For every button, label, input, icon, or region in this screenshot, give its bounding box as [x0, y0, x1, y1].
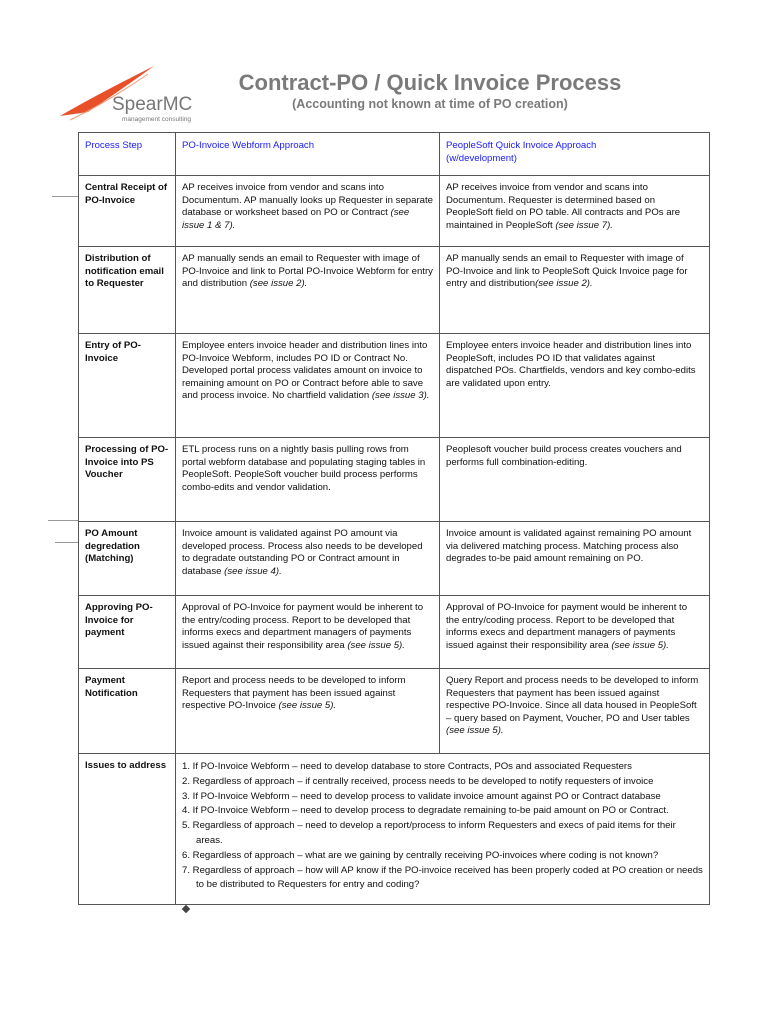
- cell-text: ETL process runs on a nightly basis pulling rows from portal webform database and populating staging tables in PeopleSoft. PeopleSoft voucher build process performs combo-edits and vendor validation.: [182, 444, 426, 493]
- process-step: Approving PO-Invoice for payment: [79, 596, 176, 669]
- column-header-peoplesoft: [440, 133, 710, 176]
- issue-item: 7. Regardless of approach – how will AP know if the PO-invoice received has been properly coded at PO creation or needs to be distributed to Requesters for entry and coding?: [182, 864, 703, 891]
- cell-text: AP manually sends an email to Requester with image of PO-Invoice and link to Portal PO-Invoice Webform for entry and distribution: [182, 253, 433, 289]
- peoplesoft-cell: [440, 522, 710, 596]
- webform-cell: [176, 438, 440, 522]
- peoplesoft-cell: [440, 334, 710, 438]
- issue-item: 1. If PO-Invoice Webform – need to develop database to store Contracts, POs and associated Requesters: [182, 761, 632, 772]
- cell-text: AP receives invoice from vendor and scans into Documentum. AP manually looks up Requester in separate database or worksheet based on PO or Contract: [182, 182, 433, 218]
- peoplesoft-cell: [440, 596, 710, 669]
- cell-text: AP receives invoice from vendor and scans into Documentum. Requester is determined based on PeopleSoft field on PO table. All contracts and POs are maintained in PeopleSoft: [446, 182, 681, 231]
- table-row: [79, 247, 710, 334]
- issue-reference: (see issue 5).: [347, 639, 405, 651]
- peoplesoft-cell: [440, 247, 710, 334]
- issues-label: Issues to address: [79, 754, 176, 905]
- issue-reference: (see issue 5).: [278, 700, 337, 711]
- issue-item: 5. Regardless of approach – need to develop a report/process to inform Requesters and execs of paid items for their areas.: [182, 820, 676, 846]
- page-title: Contract-PO / Quick Invoice Process: [238, 70, 622, 95]
- cell-text: Approval of PO-Invoice for payment would be inherent to the entry/coding process. Report to be developed that informs execs and department managers of payments issued against their responsibility area: [182, 602, 424, 651]
- webform-cell: [176, 596, 440, 669]
- process-table: [78, 132, 710, 905]
- issues-list: [182, 760, 703, 893]
- margin-mark: [52, 196, 78, 197]
- webform-cell: [176, 522, 440, 596]
- page-subtitle: (Accounting not known at time of PO creation): [292, 97, 568, 111]
- issues-row: [79, 754, 710, 905]
- cell-text: Employee enters invoice header and distribution lines into PO-Invoice Webform, includes PO ID or Contract No. Developed portal process validates amount on invoice to remaining amount on PO or Contract before able to save and process invoice. No chartfield validation: [182, 340, 428, 401]
- webform-cell: [176, 669, 440, 754]
- process-step: PO Amount degredation (Matching): [79, 522, 176, 596]
- issue-item: 3. If PO-Invoice Webform – need to develop process to validate invoice amount against PO or Contract database: [182, 790, 661, 802]
- column-header-peoplesoft-line2: (w/development): [446, 152, 517, 164]
- process-step: Entry of PO-Invoice: [79, 334, 176, 438]
- peoplesoft-cell: [440, 438, 710, 522]
- issue-reference: (see issue 2).: [249, 278, 308, 289]
- cell-text: Approval of PO-Invoice for payment would be inherent to the entry/coding process. Report to be developed that informs execs and department managers of payments issued against their responsibility area: [446, 602, 688, 651]
- process-step: Payment Notification: [79, 669, 176, 754]
- table-row: [79, 176, 710, 247]
- column-header-step: Process Step: [79, 133, 176, 176]
- cell-text: AP manually sends an email to Requester with image of PO-Invoice and link to PeopleSoft Quick Invoice page for entry and distribution: [446, 253, 688, 289]
- logo-tagline: management consulting: [122, 116, 192, 123]
- issue-reference: (see issue 4).: [224, 565, 282, 577]
- process-step: Processing of PO-Invoice into PS Voucher: [79, 438, 176, 522]
- webform-cell: [176, 247, 440, 334]
- table-row: [79, 522, 710, 596]
- issue-item: 6. Regardless of approach – what are we gaining by centrally receiving PO-invoices where coding is not known?: [182, 849, 659, 861]
- cell-text: Peoplesoft voucher build process creates vouchers and performs full combination-editing.: [446, 444, 682, 468]
- cell-text: Report and process needs to be developed to inform Requesters that payment has been issued against respective PO-Invoice: [182, 675, 406, 711]
- issues-cell: [176, 754, 710, 905]
- cell-text: Query Report and process needs to be developed to inform Requesters that payment has been issued against respective PO-Invoice. Since all data housed in PeopleSoft – query based on Payment, Voucher, PO and User tables: [446, 675, 699, 724]
- table-row: [79, 596, 710, 669]
- process-step: Central Receipt of PO-Invoice: [79, 176, 176, 247]
- issue-reference: (see issue 5).: [611, 639, 669, 651]
- column-header-webform: PO-Invoice Webform Approach: [176, 133, 440, 176]
- margin-mark: [55, 542, 78, 543]
- issue-reference: (see issue 3).: [371, 390, 430, 401]
- table-row: [79, 438, 710, 522]
- logo-wordmark: SpearMC: [112, 94, 193, 115]
- issue-reference: (see issue 5).: [446, 725, 504, 736]
- table-row: [79, 334, 710, 438]
- issue-reference: (see issue 7).: [555, 219, 613, 231]
- table-row: [79, 669, 710, 754]
- margin-mark: [48, 520, 78, 521]
- process-step: Distribution of notification email to Requester: [79, 247, 176, 334]
- webform-cell: [176, 176, 440, 247]
- webform-cell: [176, 334, 440, 438]
- issue-item: 2. Regardless of approach – if centrally received, process needs to be developed to notify requesters of invoice: [182, 775, 654, 787]
- bullet-marker: [182, 905, 190, 913]
- cell-text: Employee enters invoice header and distribution lines into PeopleSoft, includes PO ID that validates against dispatched POs. Chartfields, vendors and key combo-edits are validated upon entry.: [446, 340, 696, 389]
- peoplesoft-cell: [440, 669, 710, 754]
- issue-reference: (see issue 1 & 7).: [182, 207, 410, 231]
- peoplesoft-cell: [440, 176, 710, 247]
- issue-reference: (see issue 2).: [535, 278, 593, 289]
- column-header-peoplesoft-line1: PeopleSoft Quick Invoice Approach: [446, 140, 597, 151]
- cell-text: Invoice amount is validated against PO amount via developed process. Process also needs to be developed to degradate outstanding PO or Contract amount in database: [182, 528, 423, 577]
- cell-text: Invoice amount is validated against remaining PO amount via delivered matching process. Matching process also degrades to-be paid amount remaining on PO.: [446, 528, 692, 564]
- table-header-row: [79, 133, 710, 176]
- issue-item: 4. If PO-Invoice Webform – need to develop process to degradate remaining to-be paid amount on PO or Contract.: [182, 805, 669, 817]
